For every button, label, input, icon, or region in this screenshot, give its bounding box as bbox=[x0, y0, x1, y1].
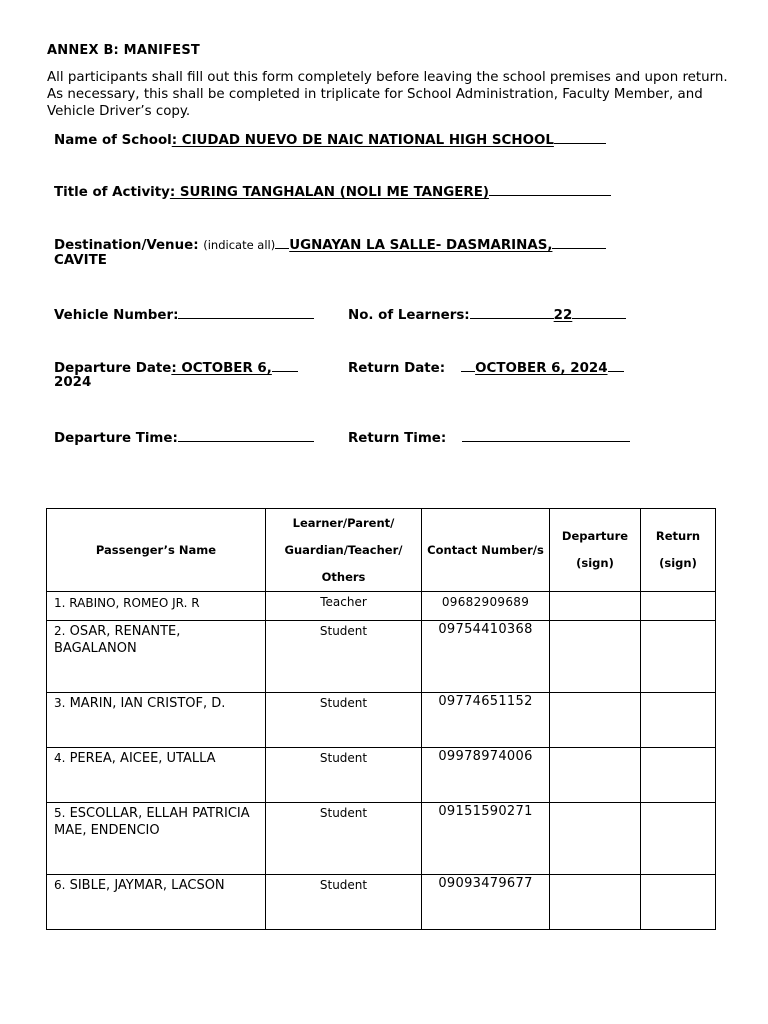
departure-time-value: : bbox=[172, 431, 178, 446]
vehicle-value: : bbox=[173, 308, 179, 323]
passenger-role-cell: Student bbox=[266, 803, 422, 875]
passenger-contact-cell: 09774651152 bbox=[422, 693, 550, 748]
destination-label: Destination/Venue: bbox=[54, 238, 199, 253]
passenger-name-cell: 2. OSAR, RENANTE, BAGALANON bbox=[47, 621, 266, 693]
departure-sign-cell[interactable] bbox=[550, 621, 641, 693]
passenger-name-cell: 4. PEREA, AICEE, UTALLA bbox=[47, 748, 266, 803]
return-sign-cell[interactable] bbox=[641, 803, 716, 875]
annex-title: ANNEX B: MANIFEST bbox=[47, 43, 200, 58]
activity-value: : SURING TANGHALAN (NOLI ME TANGERE) bbox=[169, 185, 489, 200]
return-date-label: Return Date: bbox=[348, 361, 446, 376]
field-vehicle bbox=[54, 304, 334, 325]
return-sign-cell[interactable] bbox=[641, 621, 716, 693]
table-row bbox=[47, 875, 716, 930]
field-school bbox=[54, 129, 644, 150]
passenger-role-cell: Student bbox=[266, 693, 422, 748]
field-activity bbox=[54, 181, 644, 202]
passenger-name-cell: 1. RABINO, ROMEO JR. R bbox=[47, 592, 266, 621]
departure-sign-cell[interactable] bbox=[550, 693, 641, 748]
return-sign-cell[interactable] bbox=[641, 875, 716, 930]
departure-date-label: Departure Date bbox=[54, 361, 172, 376]
header-passenger-name: Passenger’s Name bbox=[47, 509, 266, 592]
field-destination bbox=[54, 234, 654, 255]
passenger-role-cell: Student bbox=[266, 875, 422, 930]
passenger-role-cell: Student bbox=[266, 748, 422, 803]
passenger-contact-cell: 09754410368 bbox=[422, 621, 550, 693]
departure-time-label: Departure Time bbox=[54, 431, 173, 446]
destination-value: UGNAYAN LA SALLE- DASMARINAS, bbox=[289, 238, 553, 253]
school-label: Name of School bbox=[54, 133, 172, 148]
header-role: Learner/Parent/ Guardian/Teacher/ Others bbox=[266, 509, 422, 592]
passenger-name-cell: 3. MARIN, IAN CRISTOF, D. bbox=[47, 693, 266, 748]
header-return: Return (sign) bbox=[641, 509, 716, 592]
passenger-name-cell: 5. ESCOLLAR, ELLAH PATRICIA MAE, ENDENCIO bbox=[47, 803, 266, 875]
destination-note: (indicate all) bbox=[203, 238, 276, 252]
departure-sign-cell[interactable] bbox=[550, 875, 641, 930]
departure-sign-cell[interactable] bbox=[550, 748, 641, 803]
return-sign-cell[interactable] bbox=[641, 592, 716, 621]
table-row bbox=[47, 621, 716, 693]
field-learners bbox=[348, 304, 648, 325]
passenger-contact-cell: 09151590271 bbox=[422, 803, 550, 875]
table-row bbox=[47, 592, 716, 621]
vehicle-label: Vehicle Number bbox=[54, 308, 174, 323]
learners-count: 22 bbox=[553, 308, 573, 323]
activity-label: Title of Activity bbox=[54, 185, 170, 200]
return-sign-cell[interactable] bbox=[641, 693, 716, 748]
field-departure-time bbox=[54, 427, 334, 448]
passenger-role-cell: Student bbox=[266, 621, 422, 693]
passenger-name-cell: 6. SIBLE, JAYMAR, LACSON bbox=[47, 875, 266, 930]
departure-date-value: : OCTOBER 6, bbox=[171, 361, 272, 376]
table-row bbox=[47, 803, 716, 875]
return-time-value bbox=[462, 427, 630, 442]
field-departure-date bbox=[54, 357, 334, 378]
header-contact: Contact Number/s bbox=[422, 509, 550, 592]
return-time-label: Return Time: bbox=[348, 431, 447, 446]
table-row bbox=[47, 748, 716, 803]
passenger-role-cell: Teacher bbox=[266, 592, 422, 621]
intro-paragraph: All participants shall fill out this form completely before leaving the school premises and upon return. As necessary, this shall be completed in triplicate for School Administration, Faculty Member, and Vehicle Driver’s copy. bbox=[47, 70, 728, 119]
learners-label: No. of Learners bbox=[348, 308, 465, 323]
passenger-contact-cell: 09093479677 bbox=[422, 875, 550, 930]
school-value: : CIUDAD NUEVO DE NAIC NATIONAL HIGH SCHOOL bbox=[171, 133, 554, 148]
return-sign-cell[interactable] bbox=[641, 748, 716, 803]
field-return-date bbox=[348, 357, 648, 378]
destination-value-cont: CAVITE bbox=[54, 253, 107, 268]
passenger-contact-cell: 09978974006 bbox=[422, 748, 550, 803]
return-date-value: OCTOBER 6, 2024 bbox=[475, 361, 608, 376]
departure-date-value-cont: 2024 bbox=[54, 375, 92, 390]
table-row bbox=[47, 693, 716, 748]
table-header-row bbox=[47, 509, 716, 592]
passenger-contact-cell: 09682909689 bbox=[422, 592, 550, 621]
header-departure: Departure (sign) bbox=[550, 509, 641, 592]
learners-colon: : bbox=[464, 308, 470, 323]
field-return-time bbox=[348, 427, 648, 448]
passenger-table bbox=[46, 508, 716, 930]
departure-sign-cell[interactable] bbox=[550, 592, 641, 621]
departure-sign-cell[interactable] bbox=[550, 803, 641, 875]
